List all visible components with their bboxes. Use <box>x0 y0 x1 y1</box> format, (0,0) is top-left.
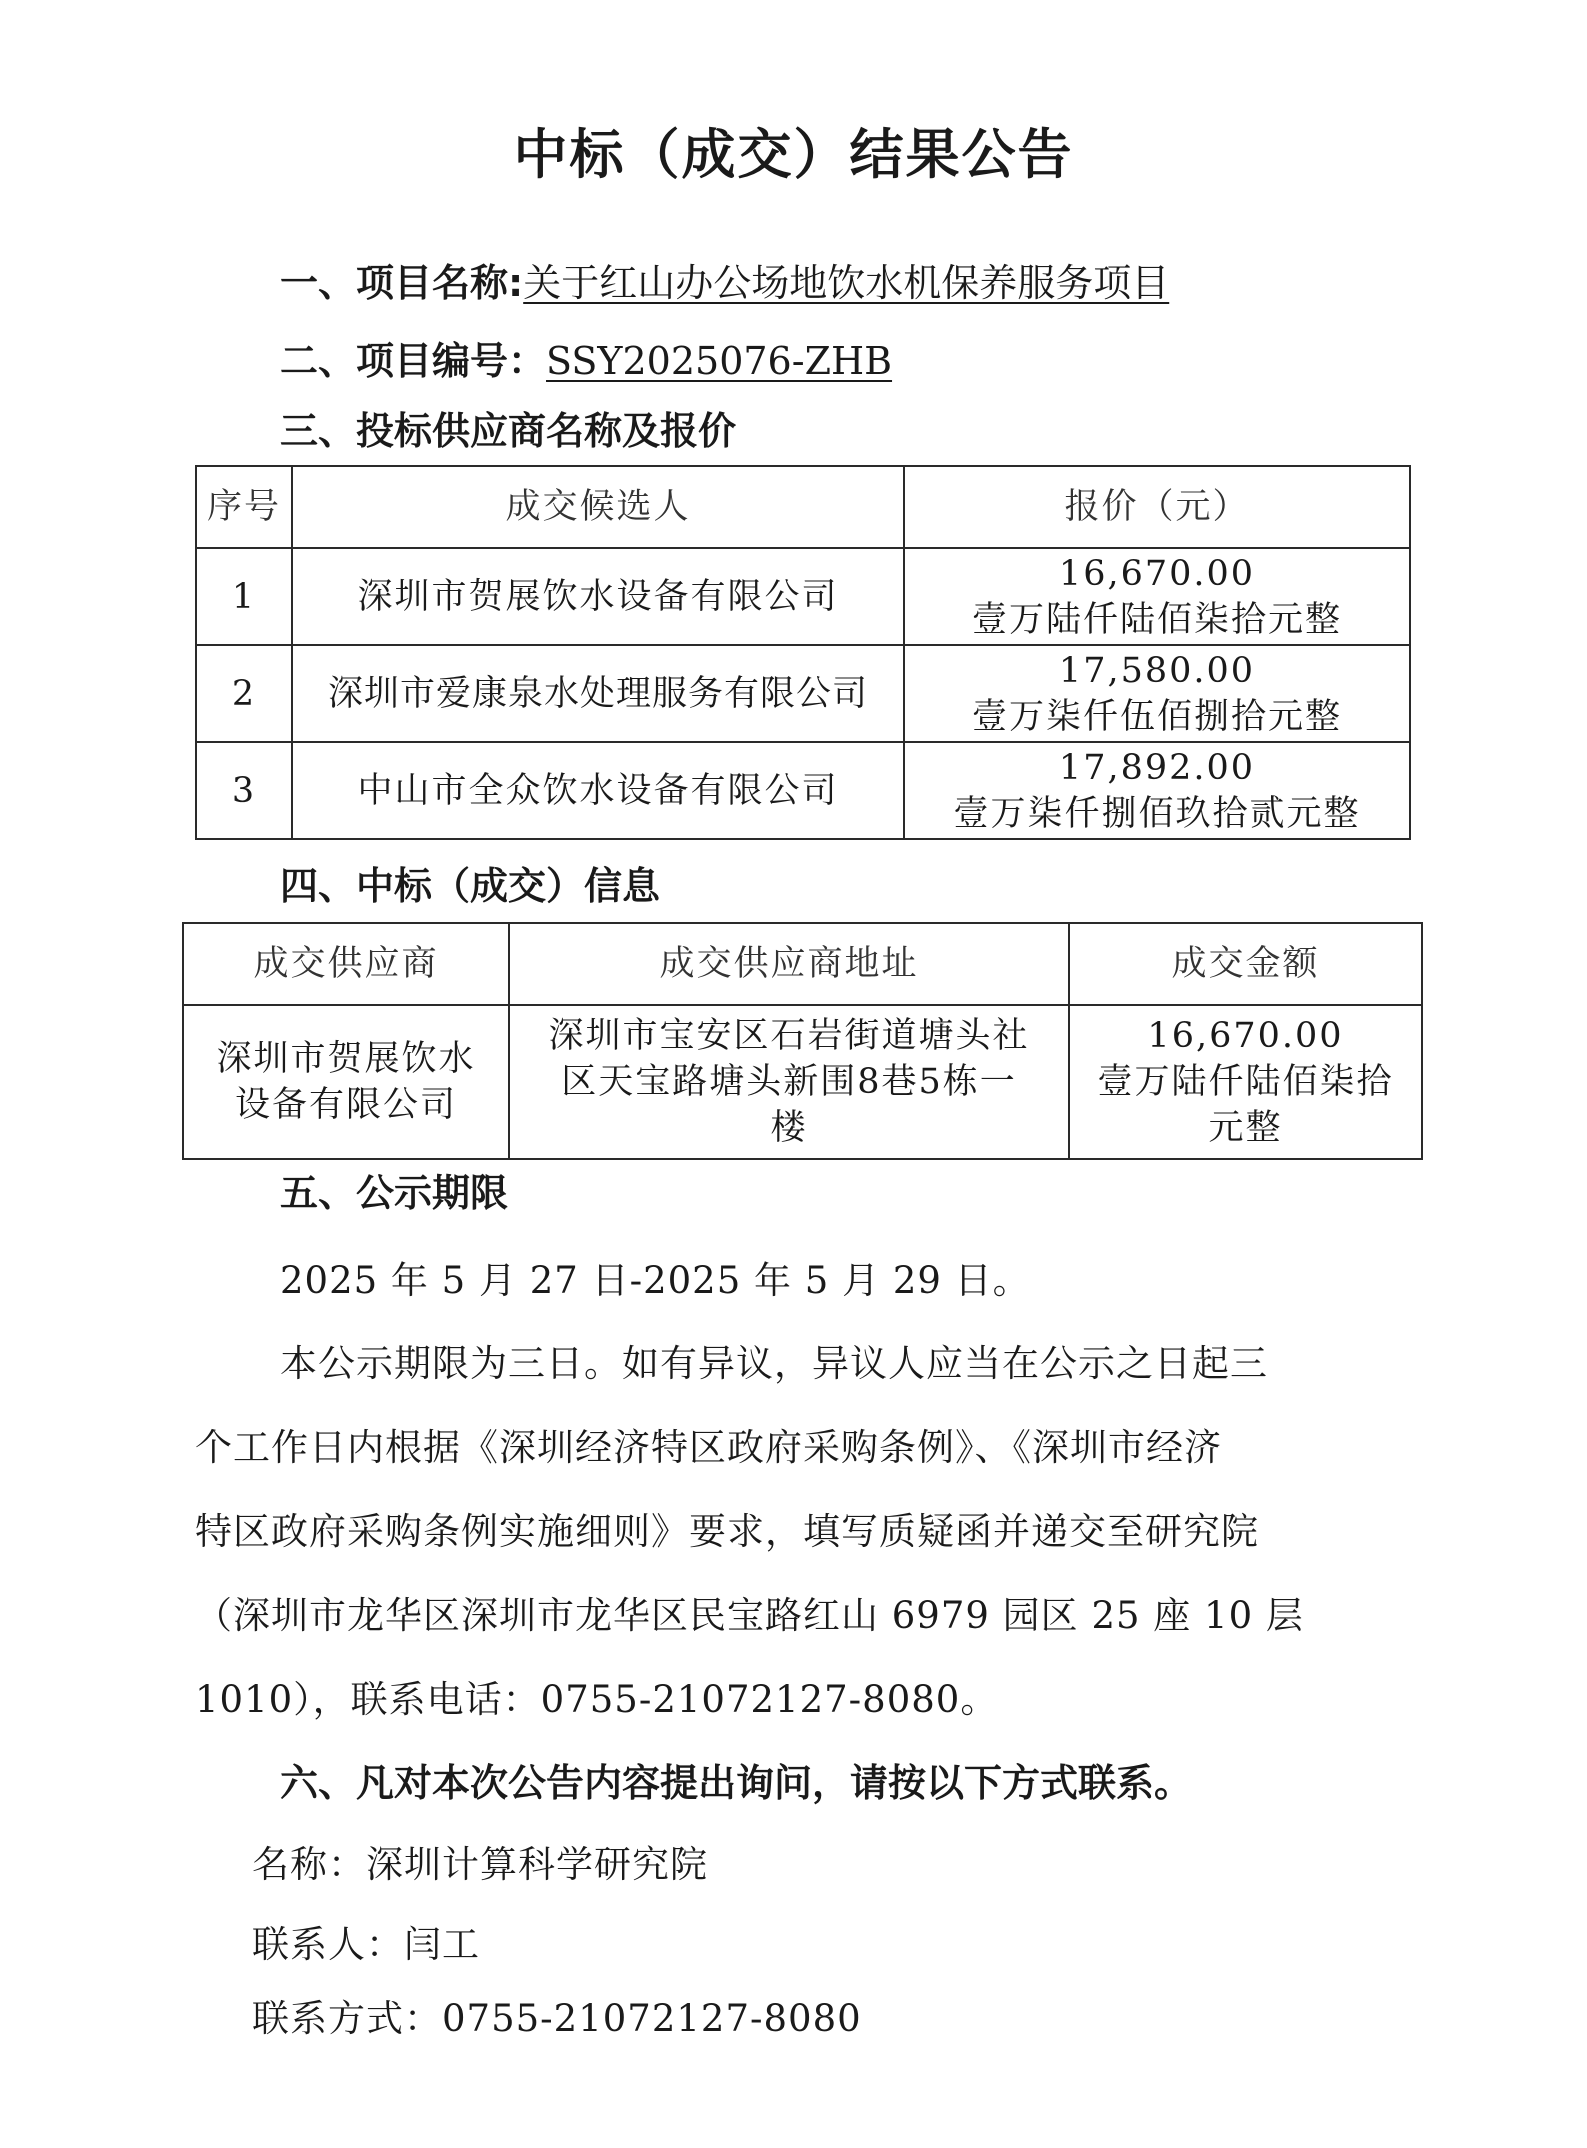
project-code-row <box>280 330 892 385</box>
supplier-line: 深圳市贺展饮水 <box>216 1039 476 1079</box>
winner-supplier <box>183 1005 509 1159</box>
row-no: 1 <box>196 548 292 645</box>
address-line: 深圳市宝安区石岩街道塘头社 <box>548 1016 1030 1056</box>
amount-line: 元整 <box>1208 1108 1283 1148</box>
winner-table <box>182 922 1423 1160</box>
header-no: 序号 <box>196 466 292 548</box>
row-candidate: 深圳市爱康泉水处理服务有限公司 <box>292 645 904 742</box>
row-price <box>904 742 1410 839</box>
contact-heading: 六、凡对本次公告内容提出询问，请按以下方式联系。 <box>280 1761 1193 1805</box>
row-no: 3 <box>196 742 292 839</box>
project-name-label: 一、项目名称: <box>280 261 524 305</box>
notice-dates: 2025 年 5 月 27 日-2025 年 5 月 29 日。 <box>280 1259 1031 1302</box>
header-address: 成交供应商地址 <box>509 923 1069 1005</box>
notice-paragraph-line: 特区政府采购条例实施细则》要求，填写质疑函并递交至研究院 <box>195 1510 1259 1553</box>
price-words: 壹万柒仟捌佰玖拾贰元整 <box>953 793 1361 834</box>
price-number: 17,892.00 <box>1058 747 1256 788</box>
notice-paragraph-line: （深圳市龙华区深圳市龙华区民宝路红山 6979 园区 25 座 10 层 <box>195 1594 1304 1637</box>
table-header-row <box>183 923 1422 1005</box>
row-price <box>904 548 1410 645</box>
header-price: 报价（元） <box>904 466 1410 548</box>
project-code-label: 二、项目编号： <box>280 339 547 383</box>
notice-paragraph-line: 1010），联系电话：0755-21072127-8080。 <box>195 1678 999 1721</box>
header-amount: 成交金额 <box>1069 923 1422 1005</box>
project-code-value: SSY2025076-ZHB <box>546 339 893 383</box>
contact-person: 联系人：闫工 <box>252 1923 480 1966</box>
bidders-table <box>195 465 1411 840</box>
row-no: 2 <box>196 645 292 742</box>
amount-line: 16,670.00 <box>1147 1016 1344 1056</box>
table-row <box>183 1005 1422 1159</box>
project-name-value: 关于红山办公场地饮水机保养服务项目 <box>523 261 1170 305</box>
price-words: 壹万柒仟伍佰捌拾元整 <box>971 696 1342 737</box>
notice-period-heading: 五、公示期限 <box>280 1171 509 1215</box>
table-row <box>196 742 1410 839</box>
contact-name: 名称：深圳计算科学研究院 <box>252 1843 708 1886</box>
notice-paragraph-line: 个工作日内根据《深圳经济特区政府采购条例》、《深圳市经济 <box>195 1426 1222 1469</box>
header-candidate: 成交候选人 <box>292 466 904 548</box>
notice-paragraph-line: 本公示期限为三日。如有异议，异议人应当在公示之日起三 <box>280 1342 1268 1385</box>
winner-amount <box>1069 1005 1422 1159</box>
header-supplier: 成交供应商 <box>183 923 509 1005</box>
address-line: 区天宝路塘头新围8巷5栋一 <box>561 1062 1017 1102</box>
supplier-line: 设备有限公司 <box>234 1085 457 1125</box>
table-row <box>196 645 1410 742</box>
winner-heading: 四、中标（成交）信息 <box>280 864 661 908</box>
price-words: 壹万陆仟陆佰柒拾元整 <box>971 599 1342 640</box>
row-candidate: 深圳市贺展饮水设备有限公司 <box>292 548 904 645</box>
winner-address <box>509 1005 1069 1159</box>
price-number: 16,670.00 <box>1058 553 1256 594</box>
contact-phone: 联系方式：0755-21072127-8080 <box>252 1997 862 2040</box>
row-candidate: 中山市全众饮水设备有限公司 <box>292 742 904 839</box>
amount-line: 壹万陆仟陆佰柒拾 <box>1097 1062 1394 1102</box>
address-line: 楼 <box>770 1108 808 1148</box>
table-header-row <box>196 466 1410 548</box>
table-row <box>196 548 1410 645</box>
row-price <box>904 645 1410 742</box>
bidders-heading: 三、投标供应商名称及报价 <box>280 409 737 453</box>
project-name-row <box>280 252 1169 307</box>
page-title: 中标（成交）结果公告 <box>513 123 1074 186</box>
price-number: 17,580.00 <box>1058 650 1256 691</box>
